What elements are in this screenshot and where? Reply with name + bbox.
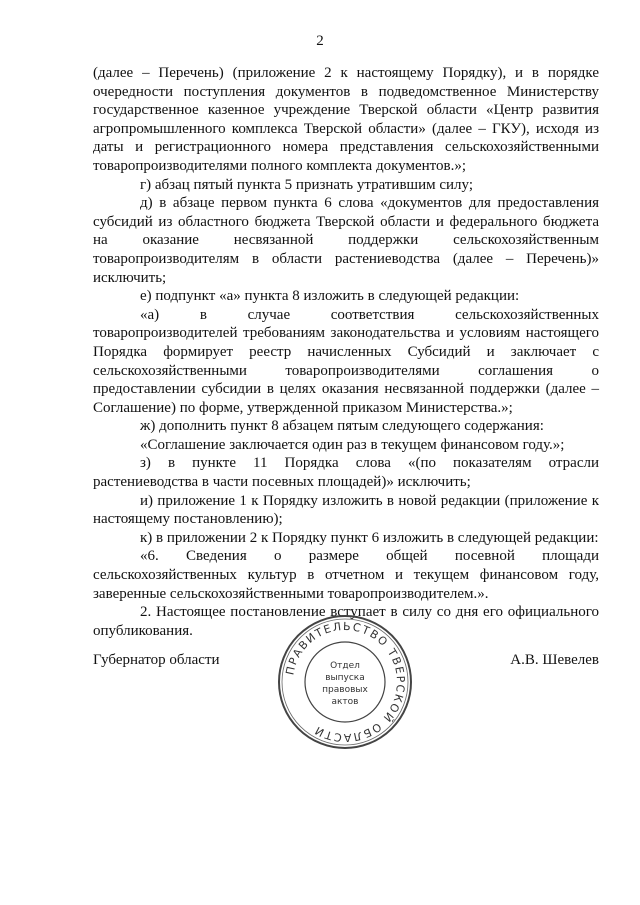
paragraph-zh: ж) дополнить пункт 8 абзацем пятым следующего содержания: — [140, 418, 544, 435]
stamp-center-line: правовых — [322, 685, 368, 695]
paragraph-k-quote: «6. Сведения о размере общей посевной площади сельскохозяйственных культур в отчетном и текущем финансовом году, заверенные сельскохозяйственными товаропроизводителем.». — [93, 548, 599, 602]
stamp-center-line: Отдел — [330, 661, 360, 671]
paragraph-k: к) в приложении 2 к Порядку пункт 6 изложить в следующей редакции: — [140, 529, 599, 546]
paragraph-zh-quote: «Соглашение заключается один раз в текущем финансовом году.»; — [140, 436, 565, 453]
paragraph-i: и) приложение 1 к Порядку изложить в новой редакции (приложение к настоящему постановлению); — [93, 492, 599, 528]
document-body — [93, 64, 599, 640]
paragraph-e-quote: «а) в случае соответствия сельскохозяйственных товаропроизводителей требованиям законодательства и условиям настоящего Порядка формирует реестр начисленных Субсидий и заключает с сельскохозяйственными товаропроизводителями соглашения о предоставлении субсидии в целях оказания несвязанной поддержки (далее – Соглашение) по форме, утвержденной приказом Министерства.»; — [93, 306, 599, 416]
paragraph-z: з) в пункте 11 Порядка слова «(по показателям отрасли растениеводства в части посевных площадей)» исключить; — [93, 455, 599, 491]
paragraph-d: д) в абзаце первом пункта 6 слова «документов для предоставления субсидий из областного бюджета Тверской области и федерального бюджета на оказание несвязанной поддержки сельскохозяйственным товаропроизводителям в области растениеводства (далее – Перечень)» исключить; — [93, 195, 599, 286]
signatory-position: Губернатор области — [93, 652, 220, 668]
stamp-ring-text: ПРАВИТЕЛЬСТВО ТВЕРСКОЙ ОБЛАСТИ — [283, 619, 408, 745]
paragraph-g: г) абзац пятый пункта 5 признать утратившим силу; — [140, 176, 473, 193]
page-number: 2 — [316, 33, 324, 49]
official-stamp — [275, 612, 415, 752]
stamp-center-line: выпуска — [325, 673, 365, 683]
paragraph-continuation: (далее – Перечень) (приложение 2 к настоящему Порядку), и в порядке очередности поступления документов в подведомственное Министерству государственное казенное учреждение Тверской области «Центр развития агропромышленного комплекса Тверской области» (далее – ГКУ), исходя из даты и регистрационного номера представления сельскохозяйственными товаропроизводителями полного комплекта документов.»; — [93, 65, 599, 174]
paragraph-effective-date: 2. Настоящее постановление вступает в силу со дня его официального опубликования. — [93, 604, 599, 639]
signatory-name: А.В. Шевелев — [510, 652, 599, 668]
stamp-seal-icon — [275, 612, 415, 752]
stamp-center-line: актов — [331, 697, 359, 707]
paragraph-e: е) подпункт «а» пункта 8 изложить в следующей редакции: — [140, 288, 520, 305]
